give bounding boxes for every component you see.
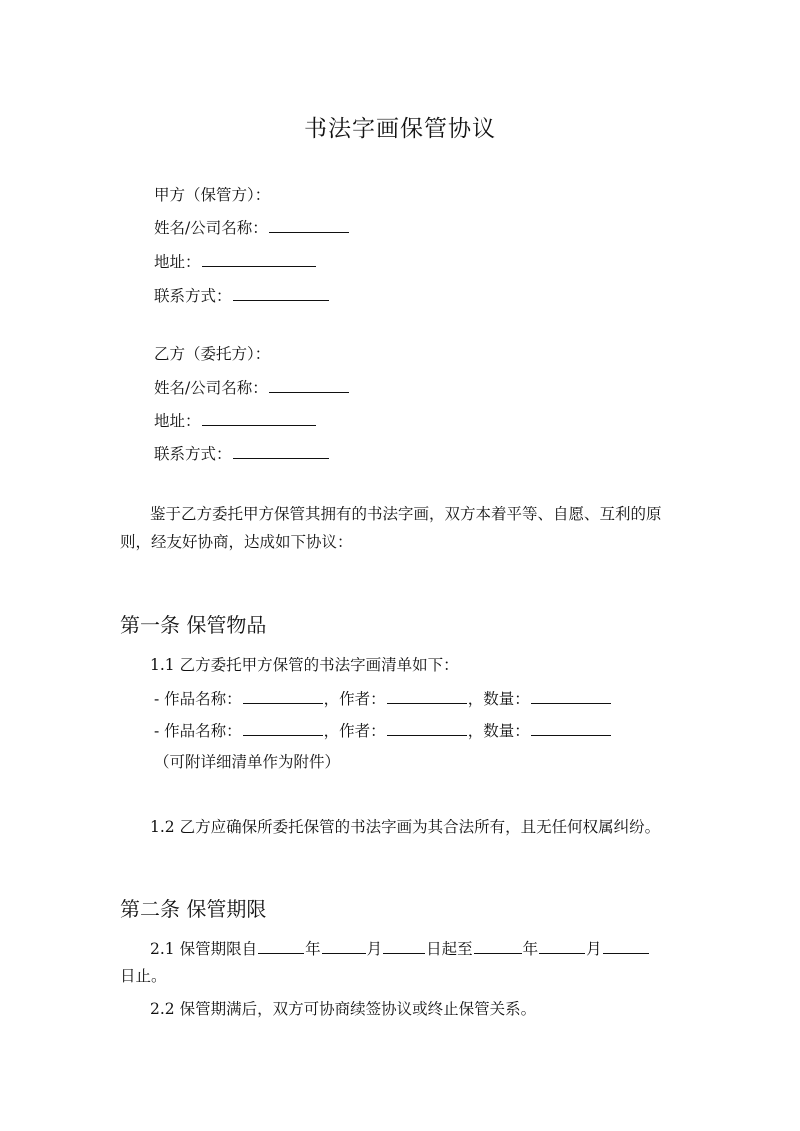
clause-2-1-row — [150, 937, 650, 959]
party-b-contact-label: 联系方式： — [154, 445, 232, 463]
end-month-blank — [539, 939, 585, 954]
preamble-line-2: 则，经友好协商，达成如下协议： — [120, 533, 353, 551]
artwork-item-row — [154, 719, 612, 741]
quantity-blank — [531, 721, 611, 736]
party-a-heading: 甲方（保管方）： — [154, 186, 271, 204]
item-prefix: - 作品名称： — [154, 690, 242, 708]
work-name-blank — [243, 689, 323, 704]
year-label: 年 — [305, 940, 321, 958]
party-b-contact-blank — [233, 444, 329, 459]
party-a-address-label: 地址： — [154, 253, 201, 271]
artwork-item-row — [154, 687, 612, 709]
clause-2-1-end: 日止。 — [120, 967, 167, 985]
party-b-name-blank — [269, 378, 349, 393]
start-year-blank — [258, 939, 304, 954]
quantity-blank — [531, 689, 611, 704]
party-a-address-blank — [202, 252, 316, 267]
quantity-label: ，数量： — [467, 690, 530, 708]
party-a-contact-blank — [233, 286, 329, 301]
start-month-blank — [322, 939, 366, 954]
preamble-line-1: 鉴于乙方委托甲方保管其拥有的书法字画，双方本着平等、自愿、互利的原 — [150, 505, 662, 523]
party-a-name-row — [154, 216, 350, 238]
author-blank — [387, 721, 467, 736]
clause-1-1: 1.1 乙方委托甲方保管的书法字画清单如下： — [150, 656, 459, 674]
clause-1-2: 1.2 乙方应确保所委托保管的书法字画为其合法所有，且无任何权属纠纷。 — [150, 818, 661, 836]
month-label: 月 — [366, 940, 383, 958]
article-1-heading: 第一条 保管物品 — [120, 613, 267, 637]
start-day-blank — [383, 939, 425, 954]
quantity-label: ，数量： — [467, 722, 530, 740]
party-a-contact-label: 联系方式： — [154, 287, 232, 305]
work-name-blank — [243, 721, 323, 736]
document-title: 书法字画保管协议 — [304, 116, 496, 142]
party-a-contact-row — [154, 284, 330, 306]
party-b-address-label: 地址： — [154, 412, 201, 430]
party-b-address-blank — [202, 411, 316, 426]
item-prefix: - 作品名称： — [154, 722, 242, 740]
year-label: 年 — [522, 940, 539, 958]
party-b-name-row — [154, 376, 350, 398]
party-a-address-row — [154, 250, 317, 272]
clause-2-1-prefix: 2.1 保管期限自 — [150, 940, 258, 958]
attachment-note: （可附详细清单作为附件） — [154, 753, 341, 771]
author-blank — [387, 689, 467, 704]
party-b-heading: 乙方（委托方）： — [154, 345, 271, 363]
day-from-label: 日起至 — [426, 940, 473, 958]
author-label: ，作者： — [323, 722, 386, 740]
party-a-name-label: 姓名/公司名称： — [154, 219, 268, 237]
party-a-name-blank — [269, 218, 349, 233]
party-b-address-row — [154, 409, 317, 431]
party-b-contact-row — [154, 442, 330, 464]
author-label: ，作者： — [323, 690, 386, 708]
end-year-blank — [474, 939, 522, 954]
month-label: 月 — [586, 940, 602, 958]
clause-2-2: 2.2 保管期满后，双方可协商续签协议或终止保管关系。 — [150, 1000, 537, 1018]
end-day-blank — [603, 939, 649, 954]
party-b-name-label: 姓名/公司名称： — [154, 379, 268, 397]
article-2-heading: 第二条 保管期限 — [120, 897, 267, 921]
